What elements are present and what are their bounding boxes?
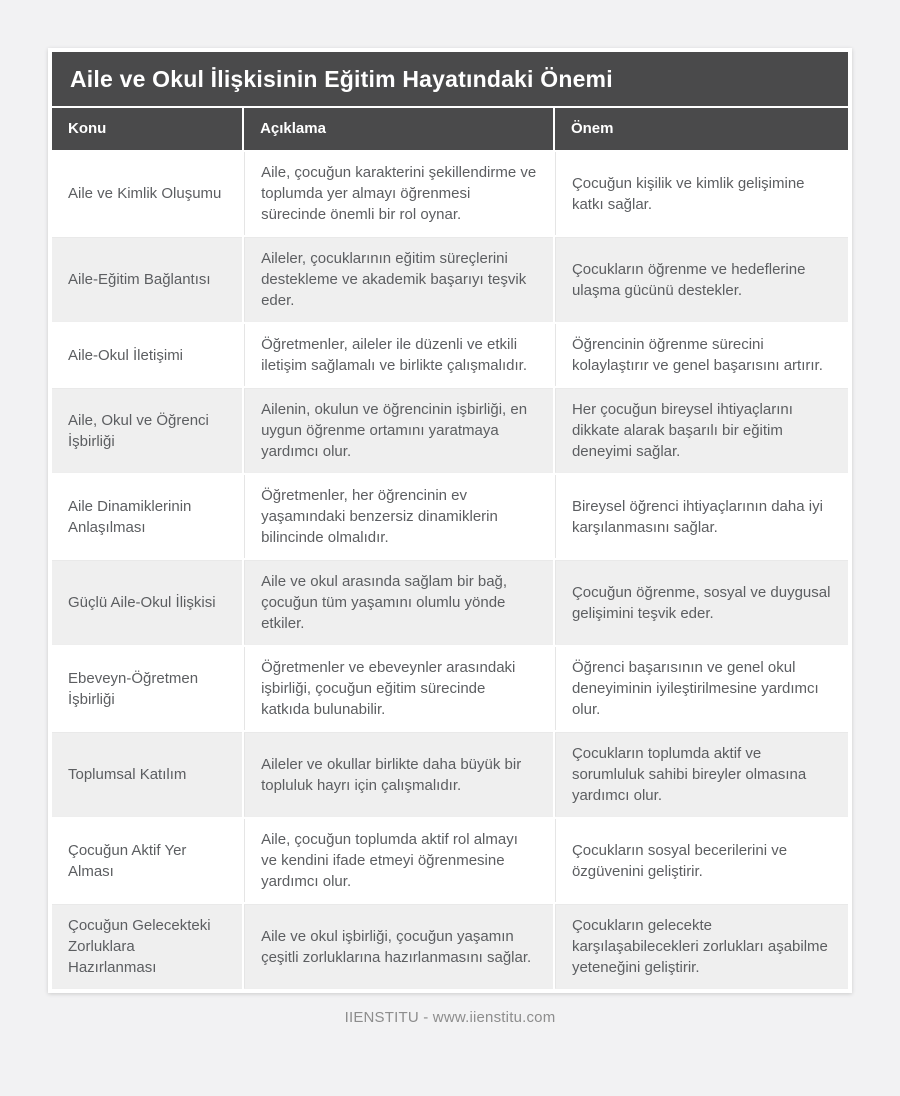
- cell-aciklama: Öğretmenler, her öğrencinin ev yaşamındaki benzersiz dinamiklerin bilincinde olmalıdır.: [244, 475, 553, 558]
- cell-onem: Çocuğun öğrenme, sosyal ve duygusal gelişimini teşvik eder.: [555, 560, 848, 645]
- table-row: [52, 388, 848, 473]
- cell-aciklama: Ailenin, okulun ve öğrencinin işbirliği, en uygun öğrenme ortamını yaratmaya yardımcı olur.: [244, 388, 553, 473]
- column-header-aciklama: Açıklama: [244, 108, 553, 150]
- table-row: [52, 324, 848, 386]
- table-row: [52, 475, 848, 558]
- table-row: [52, 152, 848, 235]
- table-row: [52, 904, 848, 989]
- column-header-onem: Önem: [555, 108, 848, 150]
- cell-onem: Öğrencinin öğrenme sürecini kolaylaştırır ve genel başarısını artırır.: [555, 324, 848, 386]
- cell-onem: Çocukların toplumda aktif ve sorumluluk sahibi bireyler olmasına yardımcı olur.: [555, 732, 848, 817]
- cell-konu: Güçlü Aile-Okul İlişkisi: [52, 560, 242, 645]
- cell-aciklama: Aileler ve okullar birlikte daha büyük bir topluluk hayrı için çalışmalıdır.: [244, 732, 553, 817]
- header-row: [52, 108, 848, 150]
- cell-aciklama: Aile ve okul arasında sağlam bir bağ, çocuğun tüm yaşamını olumlu yönde etkiler.: [244, 560, 553, 645]
- table-body: [52, 152, 848, 989]
- footer-credit: IIENSTITU - www.iienstitu.com: [344, 1009, 556, 1026]
- cell-konu: Aile Dinamiklerinin Anlaşılması: [52, 475, 242, 558]
- cell-aciklama: Öğretmenler, aileler ile düzenli ve etkili iletişim sağlamalı ve birlikte çalışmalıdır.: [244, 324, 553, 386]
- table-row: [52, 560, 848, 645]
- cell-onem: Her çocuğun bireysel ihtiyaçlarını dikkate alarak başarılı bir eğitim deneyimi sağlar.: [555, 388, 848, 473]
- family-school-table: [50, 106, 850, 991]
- cell-konu: Çocuğun Gelecekteki Zorluklara Hazırlanması: [52, 904, 242, 989]
- column-header-konu: Konu: [52, 108, 242, 150]
- cell-aciklama: Öğretmenler ve ebeveynler arasındaki işbirliği, çocuğun eğitim sürecinde katkıda bulunabilir.: [244, 647, 553, 730]
- table-card: [48, 48, 852, 993]
- table-row: [52, 732, 848, 817]
- cell-konu: Aile-Okul İletişimi: [52, 324, 242, 386]
- cell-onem: Bireysel öğrenci ihtiyaçlarının daha iyi karşılanmasını sağlar.: [555, 475, 848, 558]
- cell-konu: Aile ve Kimlik Oluşumu: [52, 152, 242, 235]
- cell-konu: Ebeveyn-Öğretmen İşbirliği: [52, 647, 242, 730]
- cell-onem: Çocukların öğrenme ve hedeflerine ulaşma gücünü destekler.: [555, 237, 848, 322]
- cell-onem: Öğrenci başarısının ve genel okul deneyiminin iyileştirilmesine yardımcı olur.: [555, 647, 848, 730]
- cell-onem: Çocukların sosyal becerilerini ve özgüvenini geliştirir.: [555, 819, 848, 902]
- table-header: [52, 108, 848, 150]
- cell-aciklama: Aile, çocuğun karakterini şekillendirme ve toplumda yer almayı öğrenmesi sürecinde önemli bir rol oynar.: [244, 152, 553, 235]
- table-row: [52, 819, 848, 902]
- cell-aciklama: Aile ve okul işbirliği, çocuğun yaşamın çeşitli zorluklarına hazırlanmasını sağlar.: [244, 904, 553, 989]
- cell-aciklama: Aile, çocuğun toplumda aktif rol almayı ve kendini ifade etmeyi öğrenmesine yardımcı olur.: [244, 819, 553, 902]
- cell-konu: Toplumsal Katılım: [52, 732, 242, 817]
- cell-onem: Çocukların gelecekte karşılaşabilecekleri zorlukları aşabilme yeteneğini geliştirir.: [555, 904, 848, 989]
- table-row: [52, 237, 848, 322]
- cell-konu: Aile-Eğitim Bağlantısı: [52, 237, 242, 322]
- cell-konu: Çocuğun Aktif Yer Alması: [52, 819, 242, 902]
- cell-onem: Çocuğun kişilik ve kimlik gelişimine katkı sağlar.: [555, 152, 848, 235]
- cell-aciklama: Aileler, çocuklarının eğitim süreçlerini destekleme ve akademik başarıyı teşvik eder.: [244, 237, 553, 322]
- page-title: Aile ve Okul İlişkisinin Eğitim Hayatındaki Önemi: [52, 52, 848, 106]
- table-row: [52, 647, 848, 730]
- cell-konu: Aile, Okul ve Öğrenci İşbirliği: [52, 388, 242, 473]
